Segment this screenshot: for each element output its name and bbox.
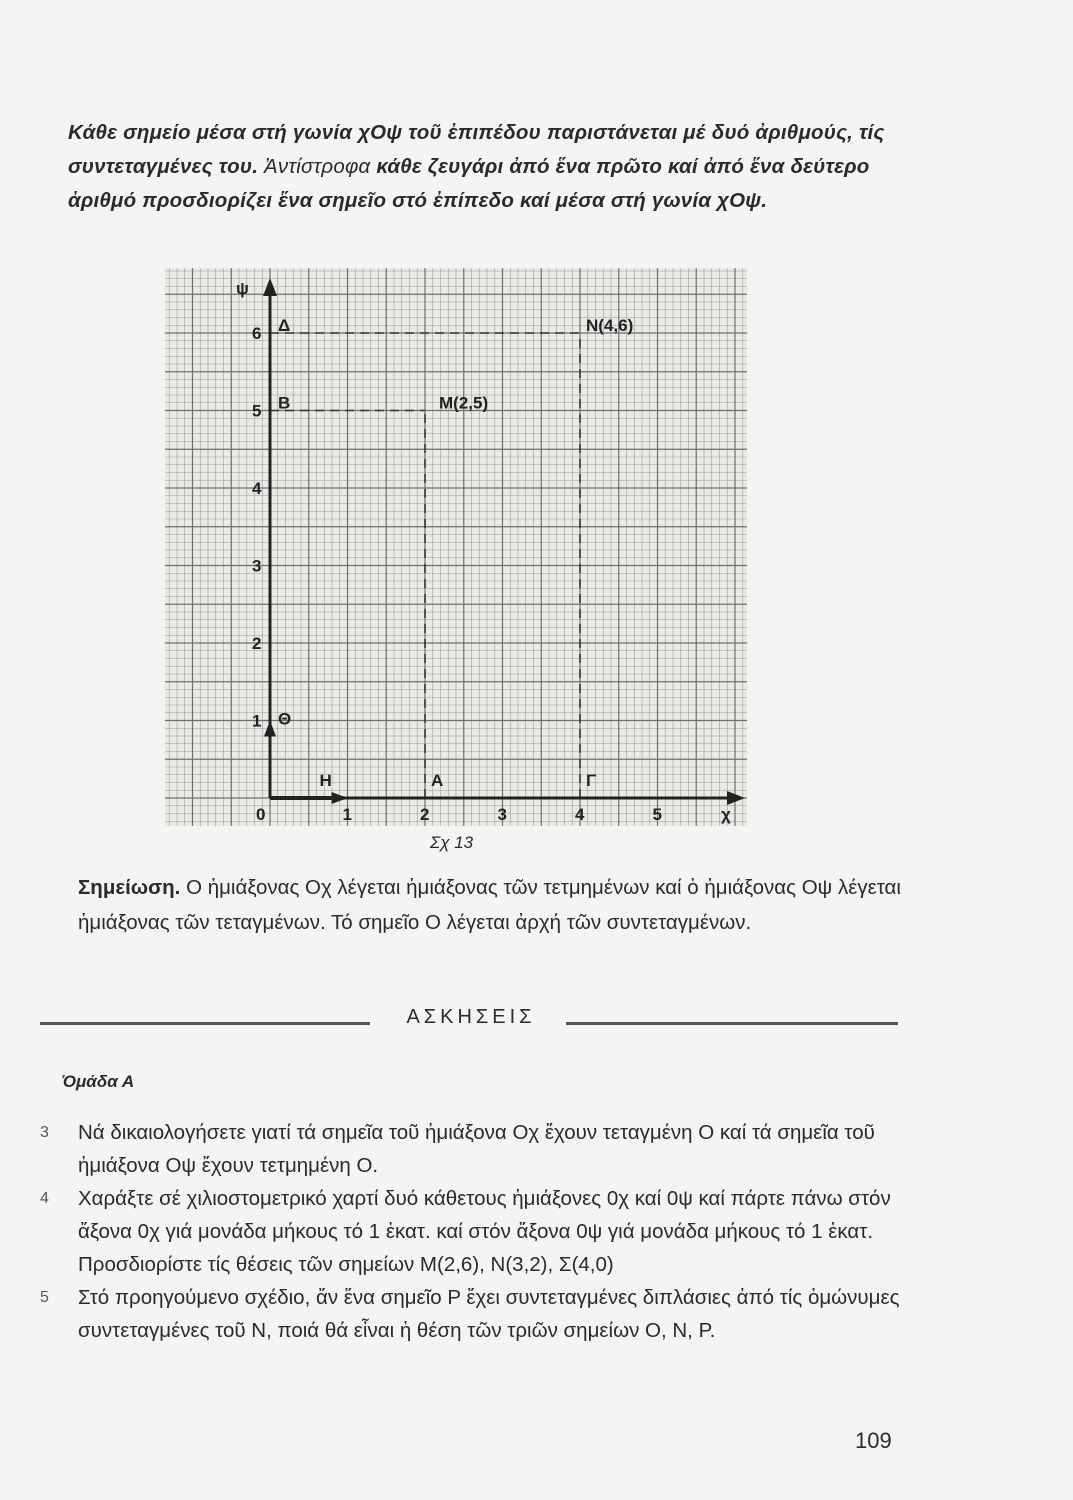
point-label: Δ xyxy=(278,316,291,335)
exercise-group-title: Ὁμάδα Α xyxy=(62,1072,135,1091)
x-tick-label: 3 xyxy=(497,805,507,824)
x-axis-label: χ xyxy=(721,805,731,824)
y-tick-label: 2 xyxy=(252,634,262,653)
y-axis-label: ψ xyxy=(236,279,249,298)
divider-right xyxy=(566,1022,898,1025)
point-label: M(2,5) xyxy=(439,393,489,413)
exercise-text: Χαράξτε σέ χιλιοστομετρικό χαρτί δυό κάθετους ἡμιάξονες 0χ καί 0ψ καί πάρτε πάνω στόν ἄξονα 0χ γιά μονάδα μήκους τό 1 ἑκατ. καί στόν ἄξονα 0ψ γιά μονάδα μήκους τό 1 ἑκατ. Προσδιορίστε τίς θέσεις τῶν σημείων Μ(2,6), Ν(3,2), Σ(4,0) xyxy=(78,1187,891,1276)
intro-part2: Ἀντίστροφα xyxy=(264,155,371,178)
exercise-text: Στό προηγούμενο σχέδιο, ἄν ἕνα σημεῖο Ρ ἔχει συντεταγμένες διπλάσιες ἀπό τίς ὁμώνυμες συντεταγμένες τοῦ Ν, ποιά θά εἶναι ἡ θέση τῶν τριῶν σημείων Ο, Ν, Ρ. xyxy=(78,1286,900,1342)
exercise-text: Νά δικαιολογήσετε γιατί τά σημεῖα τοῦ ἡμιάξονα Οχ ἔχουν τεταγμένη Ο καί τά σημεῖα τοῦ ἡμιάξονα Οψ ἔχουν τετμημένη Ο. xyxy=(78,1121,875,1177)
exercise-number: 3 xyxy=(40,1124,49,1141)
exercise-item xyxy=(40,1182,902,1281)
point-label: Β xyxy=(278,393,291,413)
y-tick-label: 5 xyxy=(252,401,262,421)
exercise-list xyxy=(40,1116,902,1347)
y-tick-label: 6 xyxy=(252,324,262,343)
x-tick-label: 2 xyxy=(420,805,430,824)
coordinate-figure xyxy=(165,268,747,826)
exercise-item xyxy=(40,1281,902,1347)
origin-label: 0 xyxy=(256,805,266,824)
exercise-item xyxy=(40,1116,902,1182)
y-tick-label: 3 xyxy=(252,556,262,576)
note-paragraph xyxy=(78,870,903,940)
x-tick-label: 4 xyxy=(575,805,585,824)
point-label: Η xyxy=(319,771,332,790)
exercise-number: 4 xyxy=(40,1190,49,1207)
intro-part1: Κάθε σημείο μέσα στή γωνία χΟψ τοῦ ἐπιπέδου παριστάνεται μέ δυό ἀριθμούς, τίς συντεταγμένες του. xyxy=(68,121,885,178)
point-label: Θ xyxy=(278,709,292,729)
note-text: Ο ἡμιάξονας Οχ λέγεται ἡμιάξονας τῶν τετμημένων καί ὁ ἡμιάξονας Οψ λέγεται ἡμιάξονας τῶν τεταγμένων. Τό σημεῖο Ο λέγεται ἀρχή τῶν συντεταγμένων. xyxy=(78,876,901,934)
note-label: Σημείωση. xyxy=(78,876,181,899)
point-label: N(4,6) xyxy=(586,316,634,335)
x-tick-label: 1 xyxy=(342,805,352,824)
page-number: 109 xyxy=(855,1428,892,1453)
x-tick-label: 5 xyxy=(652,805,662,824)
divider-left xyxy=(40,1022,370,1025)
exercise-number: 5 xyxy=(40,1289,49,1306)
y-tick-label: 1 xyxy=(252,711,262,731)
point-label: Γ xyxy=(586,771,597,790)
y-tick-label: 4 xyxy=(252,479,262,498)
figure-caption: Σχ 13 xyxy=(430,833,474,852)
exercises-heading: ΑΣΚΗΣΕΙΣ xyxy=(406,1006,536,1028)
intro-paragraph xyxy=(68,116,903,218)
point-label: Α xyxy=(431,771,444,790)
intro-part3: κάθε ζευγάρι ἀπό ἕνα πρῶτο καί ἀπό ἕνα δεύτερο ἀριθμό προσδιορίζει ἕνα σημεῖο στό ἐπίπεδο καί μέσα στή γωνία χΟψ. xyxy=(68,155,870,212)
